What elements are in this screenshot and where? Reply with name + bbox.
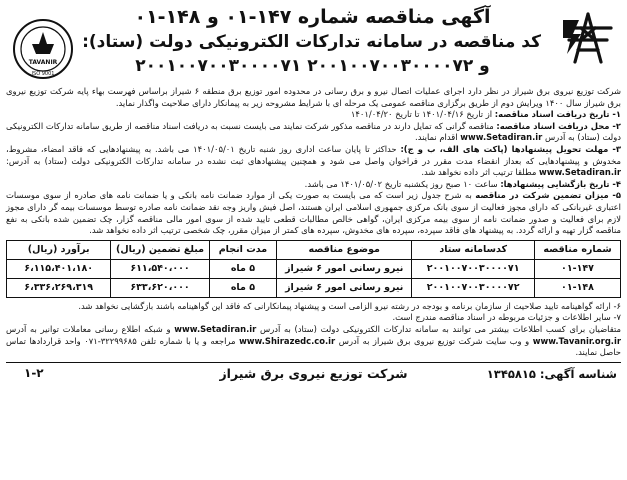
col-header-estimate: برآورد (ریال) [7,240,111,259]
col-header-tender-number: شماره مناقصه [535,240,621,259]
iso-badge-text: ISO 9001 [31,71,55,77]
cell-duration: ۵ ماه [209,278,277,297]
tavanir-seal-icon [12,18,74,80]
notice-title-block [84,4,541,78]
cell-setad-code: ۲۰۰۱۰۰۷۰۰۳۰۰۰۰۷۲ [412,278,535,297]
item-3-tail: مطلقا ترتیب اثر داده نخواهد شد. [421,167,537,178]
item-2 [6,121,621,144]
item-4-label: ۴- تاریخ بازگشایی پیشنهادها: [500,178,621,189]
setadiran-link[interactable]: www.Setadiran.ir [460,132,543,143]
item-3-label: ۳- مهلت تحویل پیشنهادها (پاکت های الف، ب و ج): [400,143,621,154]
cell-tender-number: ۰۱-۱۴۷ [535,259,621,278]
contact-mid: و شبکه اطلاع رسانی معاملات توانیر به آدرس [6,323,171,334]
col-header-guarantee: مبلغ تضمین (ریال) [111,240,209,259]
notice-subtitle: کد مناقصه در سامانه تدارکات الکترونیکی دولت (ستاد): [82,32,541,52]
cell-tender-number: ۰۱-۱۴۸ [535,278,621,297]
setadiran-link[interactable]: www.Setadiran.ir [538,167,621,178]
table-row [7,259,621,278]
item-3-text: حداکثر تا پایان ساعت اداری روز شنبه تاریخ ۱۴۰۱/۰۵/۰۱ می باشد. به پیشنهادهایی که فاقد امضاء، مشروط، مخدوش و پیشنهادهایی که بعداز انقضاء مدت مقرر در فراخوان واصل می شود و همچنین پیشنهادهای ثبت نشده در سامانه تدارکات الکترونیکی دولت (ستاد) به آدرس: [6,143,621,166]
contact-text: متقاضیان برای کسب اطلاعات بیشتر می توانند به سامانه تدارکات الکترونیکی دولت (ستاد) به آدرس [259,323,621,334]
contact-tail: مراجعه و یا با شماره تلفن ۳۲۲۹۹۶۸۵-۰۷۱ واحد قراردادها تماس حاصل نمایند. [6,335,621,358]
tavanir-text: TAVANIR [28,59,58,66]
item-2-text: مناقصه گرانی که تمایل دارند در مناقصه مذکور شرکت نمایند می بایست نسبت به دریافت اسناد مناقصه از طریق سامانه تدارکات الکترونیکی دولت (ستاد) به آدرس [6,120,621,143]
cell-subject: نیرو رسانی امور ۶ شیراز [277,259,412,278]
item-5-label: ۵- میزان تضمین شرکت در مناقصه [475,190,621,201]
tender-table [6,240,621,298]
item-1-label: ۱- تاریخ دریافت اسناد مناقصه: [494,109,621,120]
setadiran-link[interactable]: www.Setadiran.ir [174,323,257,334]
item-2-label: ۲- محل دریافت اسناد مناقصه: [496,120,621,131]
notice-title: آگهی مناقصه شماره ۱۴۷-۰۱ و ۱۴۸-۰۱ [134,6,491,28]
item-1 [6,109,621,121]
cell-setad-code: ۲۰۰۱۰۰۷۰۰۳۰۰۰۰۷۱ [412,259,535,278]
contact-mid2: و وب سایت شرکت توزیع نیروی برق شیراز به آدرس [338,335,530,346]
item-4-text: ساعت ۱۰ صبح روز یکشنبه تاریخ ۱۴۰۱/۰۵/۰۲ می باشد. [304,178,498,189]
notice-body-after-table [6,301,621,359]
notice-header [6,4,621,86]
item-5-text: به شرح جدول زیر است که می بایست به صورت یکی از موارد ضمانت نامه بانکی و یا ضمانت نامه های صادره از سوی موسسات اعتباری غیربانکی که دارای مجوز فعالیت از سوی بانک مرکزی جمهوری اسلامی ایران هستند، اصل فیش واریز وجه نقد ضمانت نامه صادره توسط موسسات بیمه گر دارای مجوز لازم برای فعالیت و صدور ضمانت نامه از سوی بیمه مرکزی ایران، گواهی خالص مطالبات قطعی تایید شده از سوی امور مالی مناقصه گزار، چک تضمین شده بانکی به نفع مناقصه گزار تهیه و ارائه گردد. به پیشنهاد های فاقد سپرده، سپرده های مخدوش، سپرده های کمتر از میزان مقرر، چک شخصی ترتیب اثر داده نخواهد شد. [6,190,621,236]
notice-body [6,86,621,237]
cell-subject: نیرو رسانی امور ۶ شیراز [277,278,412,297]
item-7: ۷- سایر اطلاعات و جزئیات مربوطه در اسناد مناقصه مندرج است. [392,312,621,323]
power-tower-logo-icon [559,8,617,68]
table-header-row [7,240,621,259]
shirazedc-link[interactable]: www.Shirazedc.co.ir [239,335,336,346]
table-row [7,278,621,297]
ad-id: شناسه آگهی: ۱۳۴۵۸۱۵ [486,366,617,381]
cell-estimate: ۶،۳۳۶،۲۶۹،۳۱۹ [7,278,111,297]
company-name: شرکت توزیع نیروی برق شیراز [219,365,408,381]
item-5 [6,190,621,236]
col-header-setad-code: کدسامانه ستاد [412,240,535,259]
item-2-tail: اقدام نمایند. [415,132,458,143]
setad-codes: ۲۰۰۱۰۰۷۰۰۳۰۰۰۰۷۱ و ۲۰۰۱۰۰۷۰۰۳۰۰۰۰۷۲ [135,56,490,76]
page-number: ۱-۲ [24,365,44,380]
notice-footer [6,363,621,383]
item-4 [6,179,621,191]
item-3 [6,144,621,179]
item-6: ۶- ارائه گواهینامه تایید صلاحیت از سازمان برنامه و بودجه در رشته نیرو الزامی است و پیشنهاد پیمانکارانی که فاقد این گواهینامه باشند بازگشایی نخواهد شد. [78,300,621,311]
cell-guarantee: ۶۳۳،۶۲۰،۰۰۰ [111,278,209,297]
cell-guarantee: ۶۱۱،۵۴۰،۰۰۰ [111,259,209,278]
col-header-duration: مدت انجام [209,240,277,259]
tavanir-link[interactable]: www.Tavanir.org.ir [532,335,621,346]
col-header-subject: موضوع مناقصه [277,240,412,259]
cell-duration: ۵ ماه [209,259,277,278]
intro-paragraph: شرکت توزیع نیروی برق شیراز در نظر دارد اجرای عملیات اتصال نیرو و برق رسانی در محدوده امور توزیع برق منطقه ۶ شیراز براساس فهرست بهاء پایه شرکت توزیع نیروی برق شیراز سال ۱۴۰۰ ویرایش دوم از طریق برگزاری مناقصه عمومی یک مرحله ای با شرایط مشروحه زیر به پیمانکار دارای صلاحیت واگذار نماید. [6,86,621,108]
item-1-text: از تاریخ ۱۴۰۱/۰۴/۱۶ تا تاریخ ۱۴۰۱/۰۴/۲۰ [350,109,493,120]
contact-paragraph [6,324,621,359]
cell-estimate: ۶،۱۱۵،۴۰۱،۱۸۰ [7,259,111,278]
